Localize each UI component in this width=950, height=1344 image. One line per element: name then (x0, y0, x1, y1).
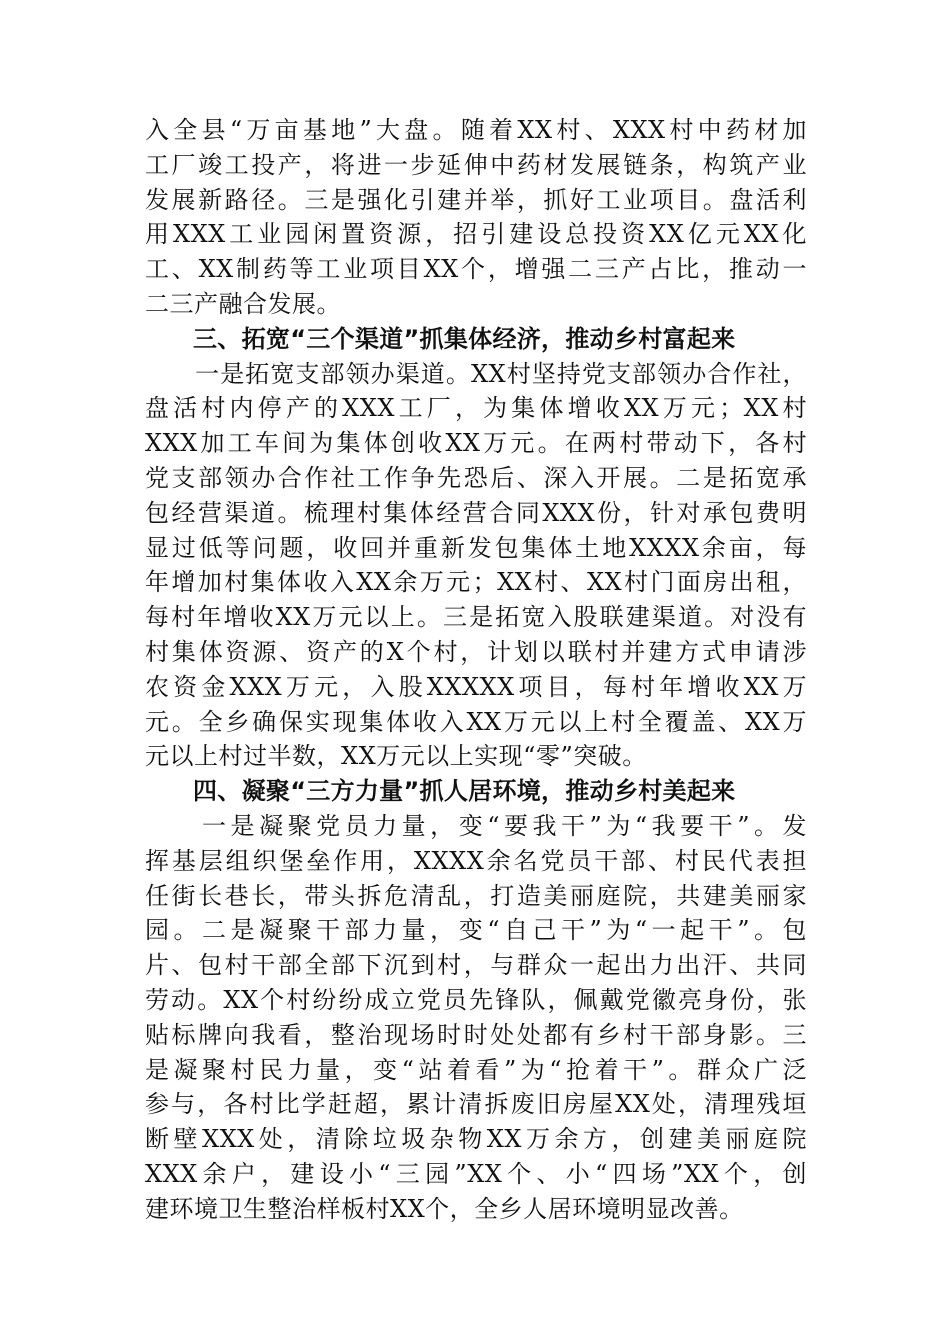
document-page (145, 113, 807, 1227)
text-line: 断壁XXX处，清除垃圾杂物XX万余方，创建美丽庭院 (145, 1125, 807, 1154)
text-line: XXX余户，建设小“三园”XX个、小“四场”XX个，创 (145, 1159, 807, 1188)
text-line: 园。二是凝聚干部力量，变“自己干”为“一起干”。包 (145, 916, 807, 945)
section-heading-four (145, 774, 807, 809)
text-line: 工、XX制药等工业项目XX个，增强二三产占比，推动一 (145, 255, 807, 284)
text-line: 一是拓宽支部领办渠道。XX村坚持党支部领办合作社， (145, 359, 807, 388)
text-line: 入全县“万亩基地”大盘。随着XX村、XXX村中药材加 (145, 116, 807, 144)
text-line: 用XXX工业园闲置资源，招引建设总投资XX亿元XX化 (145, 220, 807, 249)
text-line: 发展新路径。三是强化引建并举，抓好工业项目。盘活利 (145, 185, 807, 214)
text-line: 劳动。XX个村纷纷成立党员先锋队，佩戴党徽亮身份，张 (145, 985, 807, 1014)
text-line: 元以上村过半数，XX万元以上实现“零”突破。 (145, 742, 647, 771)
text-line: 每村年增收XX万元以上。三是拓宽入股联建渠道。对没有 (145, 603, 807, 632)
text-line: 年增加村集体收入XX余万元；XX村、XX村门面房出租， (145, 568, 807, 597)
text-line: 建环境卫生整治样板村XX个，全乡人居环境明显改善。 (145, 1194, 744, 1223)
text-line: 参与，各村比学赶超，累计清拆废旧房屋XX处，清理残垣 (145, 1090, 807, 1119)
section-heading: 三、拓宽“三个渠道”抓集体经济，推动乡村富起来 (193, 324, 736, 353)
text-line: 挥基层组织堡垒作用，XXXX余名党员干部、村民代表担 (145, 846, 807, 875)
paragraph-living-environment (145, 809, 807, 1227)
text-line: 一是凝聚党员力量，变“要我干”为“我要干”。发 (145, 811, 807, 840)
text-line: 显过低等问题，收回并重新发包集体土地XXXX余亩，每 (145, 533, 807, 562)
text-line: XXX加工车间为集体创收XX万元。在两村带动下，各村 (145, 429, 807, 458)
section-heading-three (145, 322, 807, 357)
paragraph-collective-economy (145, 357, 807, 775)
text-line: 工厂竣工投产，将进一步延伸中药材发展链条，构筑产业 (145, 150, 807, 179)
text-line: 片、包村干部全部下沉到村，与群众一起出力出汗、共同 (145, 951, 807, 980)
text-line: 党支部领办合作社工作争先恐后、深入开展。二是拓宽承 (145, 463, 807, 492)
text-line: 是凝聚村民力量，变“站着看”为“抢着干”。群众广泛 (145, 1055, 807, 1084)
text-line: 村集体资源、资产的X个村，计划以联村并建方式申请涉 (145, 637, 807, 666)
text-line: 元。全乡确保实现集体收入XX万元以上村全覆盖、XX万 (145, 707, 807, 736)
text-line: 农资金XXX万元，入股XXXXX项目，每村年增收XX万 (145, 672, 807, 701)
section-heading: 四、凝聚“三方力量”抓人居环境，推动乡村美起来 (193, 777, 736, 806)
text-line: 二三产融合发展。 (145, 289, 341, 318)
text-line: 贴标牌向我看，整治现场时时处处都有乡村干部身影。三 (145, 1020, 807, 1049)
text-line: 盘活村内停产的XXX工厂，为集体增收XX万元；XX村 (145, 394, 807, 423)
paragraph-agri-industry (145, 113, 807, 322)
text-line: 包经营渠道。梳理村集体经营合同XXX份，针对承包费明 (145, 498, 807, 527)
text-line: 任街长巷长，带头拆危清乱，打造美丽庭院，共建美丽家 (145, 881, 807, 910)
